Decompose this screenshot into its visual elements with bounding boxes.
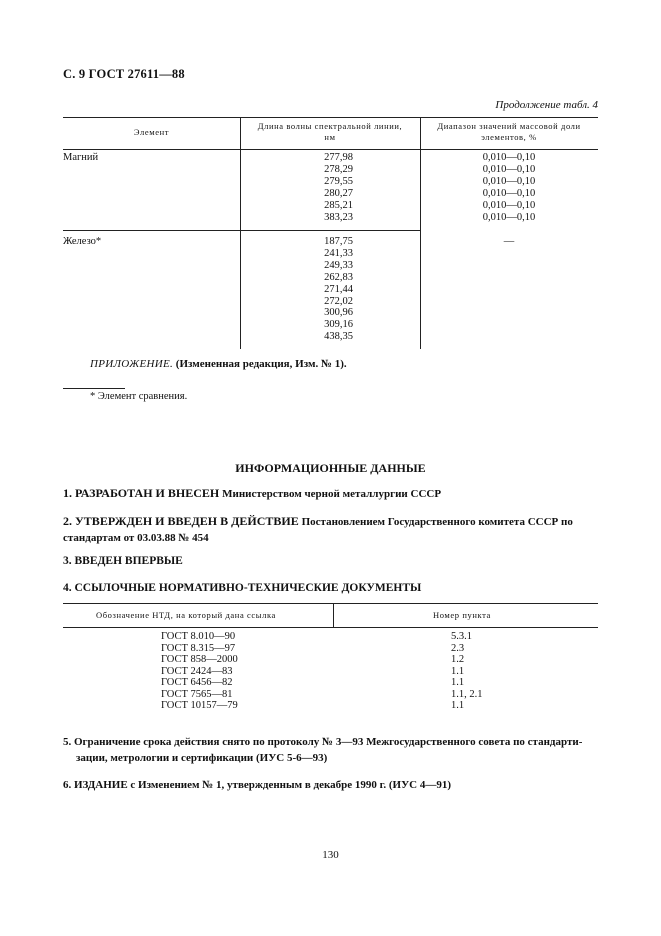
table-cell-wavelengths [240, 236, 353, 343]
page-number: 130 [322, 849, 339, 861]
table-row: ГОСТ 8.010—90 [161, 631, 236, 642]
list-item: 438,35 [324, 331, 353, 343]
info-item-1: 1. РАЗРАБОТАН И ВНЕСЕН Министерством черной металлургии СССР [63, 486, 442, 500]
table-cell-element: Магний [63, 152, 99, 163]
list-item: 241,33 [324, 247, 353, 259]
info-item-3: 3. ВВЕДЕН ВПЕРВЫЕ [63, 555, 183, 567]
table-row: 2.3 [451, 642, 465, 654]
list-item: — [503, 236, 515, 247]
table-row: ГОСТ 8.315—97 [161, 642, 236, 654]
page-header: С. 9 ГОСТ 27611—88 [63, 67, 185, 81]
ref-table-header-rule [63, 627, 598, 628]
list-item: 0,010—0,10 [482, 187, 536, 199]
table-top-rule [63, 117, 598, 118]
table-cell-ranges [420, 236, 598, 248]
table-header-rule [63, 149, 598, 150]
table-row: 1.1 [451, 700, 465, 711]
list-item: 280,27 [324, 187, 353, 199]
list-item: 300,96 [324, 307, 353, 319]
table-cell-wavelengths [240, 152, 353, 223]
list-item: 285,21 [324, 199, 353, 211]
table-header-range: Диапазон значений массовой доли элементов, % [437, 121, 581, 142]
ref-table-column-divider [333, 603, 334, 627]
table-header-wavelength: Длина волны спектральной линии, нм [257, 121, 403, 142]
list-item: 262,83 [324, 271, 353, 283]
info-item-6: 6. ИЗДАНИЕ с Изменением № 1, утвержденным в декабре 1990 г. (ИУС 4—91) [63, 779, 452, 791]
table-row: ГОСТ 6456—82 [161, 677, 233, 688]
info-item-5: 5. Ограничение срока действия снято по протоколу № 3—93 Межгосударственного совета по стандарти- зации, метрологии и сертификации (ИУС 5-6—93) [63, 736, 583, 764]
footnote: * Элемент сравнения. [90, 391, 188, 402]
table-row: 1.2 [451, 654, 465, 665]
table-row: ГОСТ 10157—79 [161, 700, 238, 711]
appendix-note: ПРИЛОЖЕНИЕ. (Измененная редакция, Изм. № 1). [90, 358, 347, 370]
ref-table-header-clause: Номер пункта [433, 610, 491, 620]
list-item: 278,29 [324, 163, 353, 175]
section-title: ИНФОРМАЦИОННЫЕ ДАННЫЕ [235, 461, 426, 475]
table-row-divider [63, 230, 420, 231]
list-item: 0,010—0,10 [482, 152, 536, 163]
table-header-element: Элемент [133, 127, 170, 137]
list-item: 279,55 [324, 175, 353, 187]
list-item: 383,23 [324, 211, 353, 223]
list-item: 0,010—0,10 [482, 199, 536, 211]
ref-table-docs [161, 631, 238, 712]
table-cell-element: Железо* [63, 236, 102, 247]
ref-table-top-rule [63, 603, 598, 604]
list-item: 0,010—0,10 [482, 175, 536, 187]
ref-table-header-doc: Обозначение НТД, на который дана ссылка [96, 610, 276, 620]
info-item-4: 4. ССЫЛОЧНЫЕ НОРМАТИВНО-ТЕХНИЧЕСКИЕ ДОКУМЕНТЫ [63, 582, 422, 594]
list-item: 249,33 [324, 259, 353, 271]
table-row: 1.1 [451, 677, 465, 688]
table-row: ГОСТ 858—2000 [161, 654, 238, 665]
list-item: 0,010—0,10 [482, 163, 536, 175]
list-item: 0,010—0,10 [482, 211, 536, 223]
list-item: 272,02 [324, 295, 353, 307]
footnote-rule [63, 388, 125, 389]
table-row: 5.3.1 [451, 631, 472, 642]
ref-table-clauses [451, 631, 483, 712]
table-row: 1.1, 2.1 [451, 688, 483, 700]
table-continuation-label: Продолжение табл. 4 [495, 99, 598, 111]
list-item: 271,44 [324, 283, 353, 295]
table-cell-ranges [420, 152, 598, 223]
table-row: 1.1 [451, 665, 465, 677]
table-row: ГОСТ 7565—81 [161, 688, 233, 700]
list-item: 277,98 [324, 152, 353, 163]
list-item: 309,16 [324, 319, 353, 331]
table-row: ГОСТ 2424—83 [161, 665, 233, 677]
info-item-2: 2. УТВЕРЖДЕН И ВВЕДЕН В ДЕЙСТВИЕ Постановлением Государственного комитета СССР по стандартам от 03.03.88 № 454 [63, 514, 573, 544]
list-item: 187,75 [324, 236, 353, 247]
